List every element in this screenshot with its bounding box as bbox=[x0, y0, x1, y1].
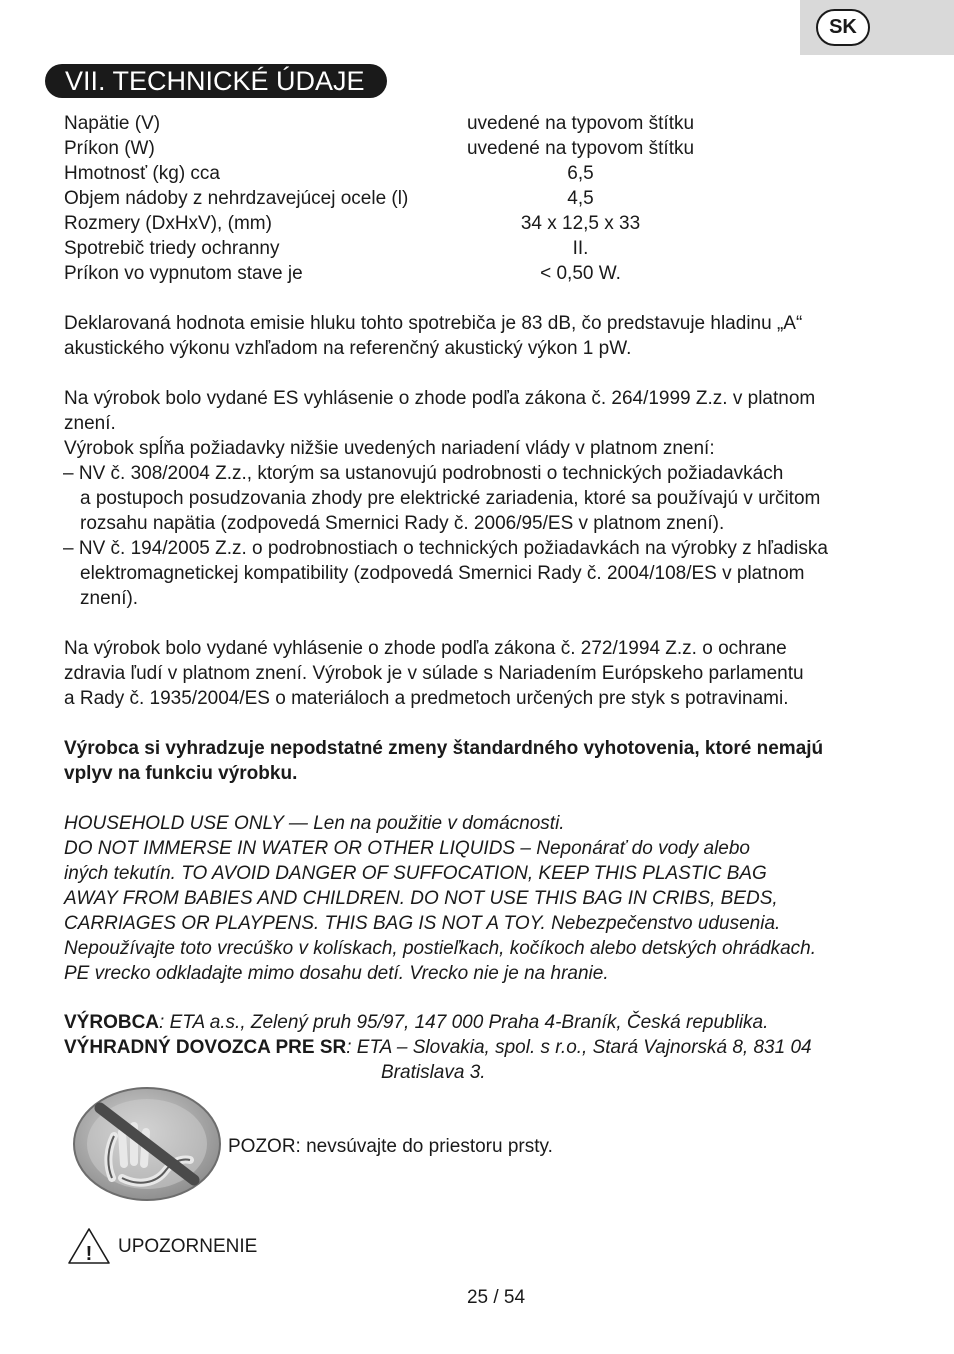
spec-value: uvedené na typovom štítku bbox=[466, 138, 695, 159]
warning-label: UPOZORNENIE bbox=[118, 1236, 258, 1257]
text-line: akustického výkonu vzhľadom na referenčný akustický výkon 1 pW. bbox=[64, 338, 632, 359]
text-line: znení. bbox=[64, 413, 116, 434]
manufacturer-label: VÝROBCA bbox=[64, 1012, 160, 1033]
spec-label: Príkon vo vypnutom stave je bbox=[64, 263, 303, 284]
health-paragraph bbox=[64, 636, 894, 711]
text-line: Na výrobok bolo vydané ES vyhlásenie o zhode podľa zákona č. 264/1999 Z.z. v platnom bbox=[64, 388, 816, 409]
text-line: Deklarovaná hodnota emisie hluku tohto spotrebiča je 83 dB, čo predstavuje hladinu „A“ bbox=[64, 313, 803, 334]
manufacturer-line bbox=[64, 1010, 894, 1035]
text-line: Výrobok spĺňa požiadavky nižšie uvedených nariadení vlády v platnom znení: bbox=[64, 438, 715, 459]
spec-value: II. bbox=[572, 238, 589, 259]
text-line: – NV č. 308/2004 Z.z., ktorým sa ustanovujú podrobnosti o technických požiadavkách bbox=[63, 463, 784, 484]
spec-value: < 0,50 W. bbox=[540, 263, 621, 284]
language-tab bbox=[800, 0, 954, 55]
spec-label: Príkon (W) bbox=[64, 138, 155, 159]
text-line: a Rady č. 1935/2004/ES o materiáloch a predmetoch určených pre styk s potravinami. bbox=[64, 688, 789, 709]
text-line: DO NOT IMMERSE IN WATER OR OTHER LIQUIDS – Neponárať do vody alebo bbox=[64, 838, 750, 859]
spec-label: Hmotnosť (kg) cca bbox=[64, 163, 220, 184]
spec-row bbox=[64, 186, 764, 211]
text-line: Na výrobok bolo vydané vyhlásenie o zhode podľa zákona č. 272/1994 Z.z. o ochrane bbox=[64, 638, 787, 659]
spec-table bbox=[64, 111, 764, 286]
warning-triangle-icon bbox=[67, 1227, 111, 1265]
spec-value: 4,5 bbox=[567, 188, 594, 209]
importer-address-line2: Bratislava 3. bbox=[381, 1062, 486, 1083]
text-line: PE vrecko odkladajte mimo dosahu detí. Vrecko nie je na hranie. bbox=[64, 963, 609, 984]
importer-address: : ETA – Slovakia, spol. s r.o., Stará Vajnorská 8, 831 04 bbox=[346, 1037, 812, 1058]
text-line: a postupoch posudzovania zhody pre elektrické zariadenia, ktoré sa používajú v určitom bbox=[80, 488, 821, 509]
text-line: rozsahu napätia (zodpovedá Smernici Rady č. 2006/95/ES v platnom znení). bbox=[80, 513, 725, 534]
spec-row bbox=[64, 261, 764, 286]
spec-value: 6,5 bbox=[567, 163, 594, 184]
text-line: iných tekutín. TO AVOID DANGER OF SUFFOCATION, KEEP THIS PLASTIC BAG bbox=[64, 863, 767, 884]
noise-paragraph bbox=[64, 311, 894, 361]
spec-label: Napätie (V) bbox=[64, 113, 161, 134]
text-line: zdravia ľudí v platnom znení. Výrobok je v súlade s Nariadením Európskeho parlamentu bbox=[64, 663, 804, 684]
text-line: elektromagnetickej kompatibility (zodpovedá Smernici Rady č. 2004/108/ES v platnom bbox=[80, 563, 805, 584]
section-title: VII. TECHNICKÉ ÚDAJE bbox=[45, 64, 387, 98]
spec-row bbox=[64, 136, 764, 161]
spec-row bbox=[64, 161, 764, 186]
spec-value: uvedené na typovom štítku bbox=[466, 113, 695, 134]
household-warning bbox=[64, 811, 894, 986]
spec-row bbox=[64, 111, 764, 136]
spec-row bbox=[64, 211, 764, 236]
spec-label: Rozmery (DxHxV), (mm) bbox=[64, 213, 272, 234]
no-fingers-icon bbox=[72, 1086, 222, 1202]
fingers-caution-text: POZOR: nevsúvajte do priestoru prsty. bbox=[228, 1136, 553, 1157]
text-line: CARRIAGES OR PLAYPENS. THIS BAG IS NOT A TOY. Nebezpečenstvo udusenia. bbox=[64, 913, 781, 934]
text-line: vplyv na funkciu výrobku. bbox=[64, 763, 298, 784]
language-badge: SK bbox=[816, 9, 870, 46]
manufacturer-address: : ETA a.s., Zelený pruh 95/97, 147 000 Praha 4-Braník, Česká republika. bbox=[159, 1012, 769, 1033]
text-line: – NV č. 194/2005 Z.z. o podrobnostiach o technických požiadavkách na výrobky z hľadiska bbox=[63, 538, 828, 559]
spec-label: Objem nádoby z nehrdzavejúcej ocele (l) bbox=[64, 188, 409, 209]
manufacturer-note bbox=[64, 736, 894, 786]
conformity-paragraph bbox=[64, 386, 894, 611]
text-line: Výrobca si vyhradzuje nepodstatné zmeny štandardného vyhotovenia, ktoré nemajú bbox=[64, 738, 824, 759]
text-line: HOUSEHOLD USE ONLY — Len na použitie v domácnosti. bbox=[64, 813, 565, 834]
importer-line bbox=[64, 1035, 894, 1060]
importer-label: VÝHRADNÝ DOVOZCA PRE SR bbox=[64, 1037, 347, 1058]
svg-text:!: ! bbox=[85, 1243, 93, 1265]
spec-row bbox=[64, 236, 764, 261]
text-line: Nepoužívajte toto vrecúško v kolískach, postieľkach, kočíkoch alebo detských ohrádkach. bbox=[64, 938, 817, 959]
spec-value: 34 x 12,5 x 33 bbox=[520, 213, 641, 234]
text-line: znení). bbox=[80, 588, 139, 609]
manufacturer-info bbox=[64, 1010, 894, 1085]
page-number: 25 / 54 bbox=[466, 1287, 526, 1308]
text-line: AWAY FROM BABIES AND CHILDREN. DO NOT USE THIS BAG IN CRIBS, BEDS, bbox=[64, 888, 778, 909]
spec-label: Spotrebič triedy ochranny bbox=[64, 238, 280, 259]
